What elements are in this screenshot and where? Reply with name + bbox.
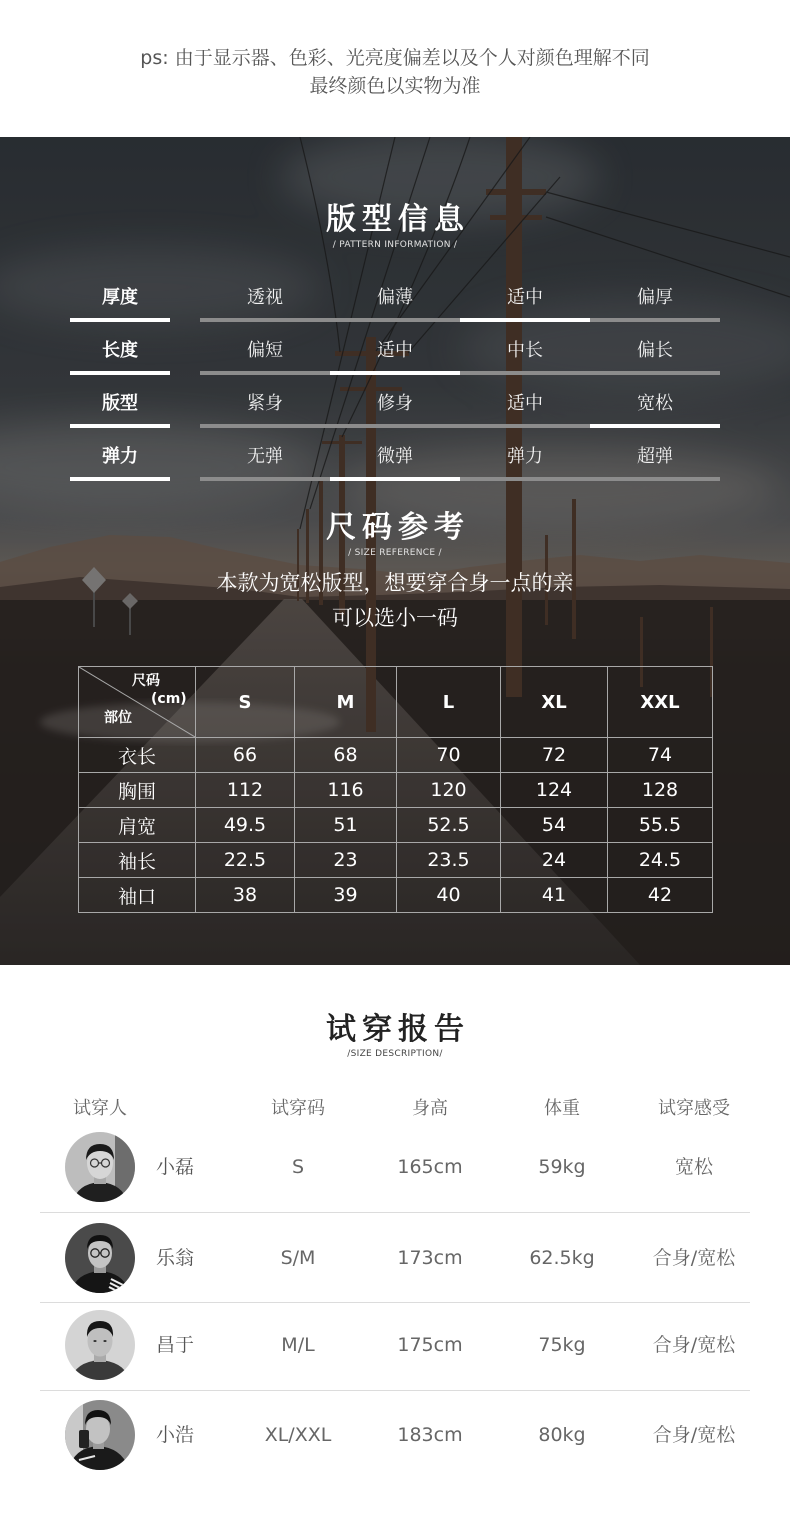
header-weight: 体重 xyxy=(544,1098,580,1119)
fitting-report-section xyxy=(0,965,790,1529)
size-cell: 68 xyxy=(295,738,397,773)
corner-size-label: 尺码 xyxy=(132,673,160,689)
pattern-option: 适中 xyxy=(377,340,413,361)
tester-avatar xyxy=(65,1400,135,1470)
pattern-info-title: 版型信息 xyxy=(326,202,470,237)
option-track-segment xyxy=(200,318,330,322)
size-cell: 66 xyxy=(196,738,295,773)
pattern-option: 中长 xyxy=(507,340,543,361)
pattern-option: 适中 xyxy=(507,393,543,414)
size-cell: 55.5 xyxy=(608,808,713,843)
pattern-and-size-section xyxy=(0,137,790,965)
tester-row xyxy=(0,1400,790,1470)
size-cell: 112 xyxy=(196,773,295,808)
option-track-segment xyxy=(200,371,330,375)
pattern-row-thickness xyxy=(0,286,790,322)
size-cell: 41 xyxy=(501,878,608,913)
pattern-option: 无弹 xyxy=(247,446,283,467)
size-cell: 24.5 xyxy=(608,843,713,878)
size-cell: 52.5 xyxy=(397,808,501,843)
pattern-row-fit xyxy=(0,392,790,428)
size-cell: 124 xyxy=(501,773,608,808)
size-chart-table xyxy=(78,666,713,913)
pattern-option: 偏厚 xyxy=(637,287,673,308)
table-row xyxy=(79,878,713,913)
tester-name: 小磊 xyxy=(155,1156,194,1178)
tester-avatar xyxy=(65,1223,135,1293)
tester-height: 183cm xyxy=(397,1424,463,1446)
pattern-option: 超弹 xyxy=(637,446,673,467)
pattern-label-underline xyxy=(70,371,170,375)
tester-size: M/L xyxy=(281,1334,315,1356)
option-track-segment xyxy=(330,424,460,428)
option-track-segment xyxy=(590,424,720,428)
size-cell: 70 xyxy=(397,738,501,773)
header-feel: 试穿感受 xyxy=(658,1098,730,1119)
pattern-row-length xyxy=(0,339,790,375)
pattern-label: 版型 xyxy=(102,393,138,414)
size-header: M xyxy=(295,667,397,738)
table-row xyxy=(79,773,713,808)
tester-row xyxy=(0,1132,790,1202)
tester-feel: 合身/宽松 xyxy=(652,1247,736,1269)
size-cell: 72 xyxy=(501,738,608,773)
tester-avatar xyxy=(65,1132,135,1202)
tester-row xyxy=(0,1223,790,1293)
option-track-segment xyxy=(590,318,720,322)
size-cell: 54 xyxy=(501,808,608,843)
tester-name: 昌于 xyxy=(155,1334,194,1356)
option-track-segment xyxy=(330,318,460,322)
table-row xyxy=(79,738,713,773)
option-track-segment xyxy=(330,477,460,481)
tester-feel: 合身/宽松 xyxy=(652,1334,736,1356)
header-height: 身高 xyxy=(412,1098,448,1119)
size-cell: 74 xyxy=(608,738,713,773)
tester-feel: 合身/宽松 xyxy=(652,1424,736,1446)
measure-part-label: 肩宽 xyxy=(79,808,196,843)
size-cell: 39 xyxy=(295,878,397,913)
option-track-segment xyxy=(460,477,590,481)
size-cell: 51 xyxy=(295,808,397,843)
size-advice-line-2: 可以选小一码 xyxy=(332,606,458,630)
pattern-label: 长度 xyxy=(102,340,138,361)
measure-part-label: 胸围 xyxy=(79,773,196,808)
row-divider xyxy=(40,1302,750,1303)
color-disclaimer xyxy=(0,0,790,137)
pattern-label-underline xyxy=(70,477,170,481)
tester-weight: 80kg xyxy=(538,1424,586,1446)
tester-size: XL/XXL xyxy=(264,1424,332,1446)
size-cell: 23.5 xyxy=(397,843,501,878)
pattern-label: 厚度 xyxy=(102,287,138,308)
pattern-option: 透视 xyxy=(247,287,283,308)
option-track-segment xyxy=(460,371,590,375)
size-cell: 23 xyxy=(295,843,397,878)
size-cell: 128 xyxy=(608,773,713,808)
row-divider xyxy=(40,1212,750,1213)
pattern-option: 修身 xyxy=(377,393,413,414)
size-cell: 116 xyxy=(295,773,397,808)
option-track-segment xyxy=(460,318,590,322)
pattern-option: 宽松 xyxy=(637,393,673,414)
size-cell: 24 xyxy=(501,843,608,878)
size-reference-title: 尺码参考 xyxy=(326,510,470,545)
size-cell: 120 xyxy=(397,773,501,808)
corner-unit-label: (cm) xyxy=(151,691,187,707)
option-track-segment xyxy=(200,424,330,428)
tester-weight: 59kg xyxy=(538,1156,586,1178)
measure-part-label: 袖口 xyxy=(79,878,196,913)
header-size: 试穿码 xyxy=(271,1098,325,1119)
size-cell: 49.5 xyxy=(196,808,295,843)
tester-avatar xyxy=(65,1310,135,1380)
size-reference-subtitle: / SIZE REFERENCE / xyxy=(348,548,442,558)
option-track-segment xyxy=(200,477,330,481)
disclaimer-line-2: 最终颜色以实物为准 xyxy=(309,75,481,97)
pattern-option: 微弹 xyxy=(377,446,413,467)
tester-row xyxy=(0,1310,790,1380)
tester-weight: 62.5kg xyxy=(529,1247,595,1269)
fitting-report-title: 试穿报告 xyxy=(326,1012,470,1047)
size-header: L xyxy=(397,667,501,738)
pattern-option: 偏长 xyxy=(637,340,673,361)
measure-part-label: 袖长 xyxy=(79,843,196,878)
tester-height: 173cm xyxy=(397,1247,463,1269)
size-header-row xyxy=(79,667,713,738)
tester-name: 乐翁 xyxy=(155,1247,194,1269)
row-divider xyxy=(40,1390,750,1391)
pattern-option: 适中 xyxy=(507,287,543,308)
size-cell: 42 xyxy=(608,878,713,913)
size-cell: 40 xyxy=(397,878,501,913)
tester-size: S/M xyxy=(280,1247,316,1269)
tester-height: 165cm xyxy=(397,1156,463,1178)
pattern-option: 偏短 xyxy=(247,340,283,361)
table-corner-cell xyxy=(79,667,196,738)
pattern-option: 紧身 xyxy=(247,393,283,414)
size-cell: 38 xyxy=(196,878,295,913)
table-row xyxy=(79,808,713,843)
pattern-label-underline xyxy=(70,318,170,322)
measure-part-label: 衣长 xyxy=(79,738,196,773)
pattern-info-subtitle: / PATTERN INFORMATION / xyxy=(332,240,458,250)
pattern-label: 弹力 xyxy=(102,446,138,467)
pattern-label-underline xyxy=(70,424,170,428)
tester-size: S xyxy=(291,1156,305,1178)
size-advice-line-1: 本款为宽松版型，想要穿合身一点的亲 xyxy=(216,571,574,595)
option-track-segment xyxy=(460,424,590,428)
pattern-row-elasticity xyxy=(0,445,790,481)
header-tester: 试穿人 xyxy=(73,1098,127,1119)
tester-feel: 宽松 xyxy=(674,1156,713,1178)
tester-name: 小浩 xyxy=(155,1424,194,1446)
size-header: XL xyxy=(501,667,608,738)
tester-weight: 75kg xyxy=(538,1334,586,1356)
size-header: XXL xyxy=(608,667,713,738)
pattern-option: 弹力 xyxy=(507,446,543,467)
option-track-segment xyxy=(590,477,720,481)
tester-height: 175cm xyxy=(397,1334,463,1356)
pattern-option: 偏薄 xyxy=(377,287,413,308)
size-cell: 22.5 xyxy=(196,843,295,878)
option-track-segment xyxy=(590,371,720,375)
size-header: S xyxy=(196,667,295,738)
disclaimer-line-1: ps: 由于显示器、色彩、光亮度偏差以及个人对颜色理解不同 xyxy=(140,47,650,69)
table-row xyxy=(79,843,713,878)
fitting-report-subtitle: /SIZE DESCRIPTION/ xyxy=(347,1049,443,1059)
option-track-segment xyxy=(330,371,460,375)
corner-part-label: 部位 xyxy=(104,710,132,726)
